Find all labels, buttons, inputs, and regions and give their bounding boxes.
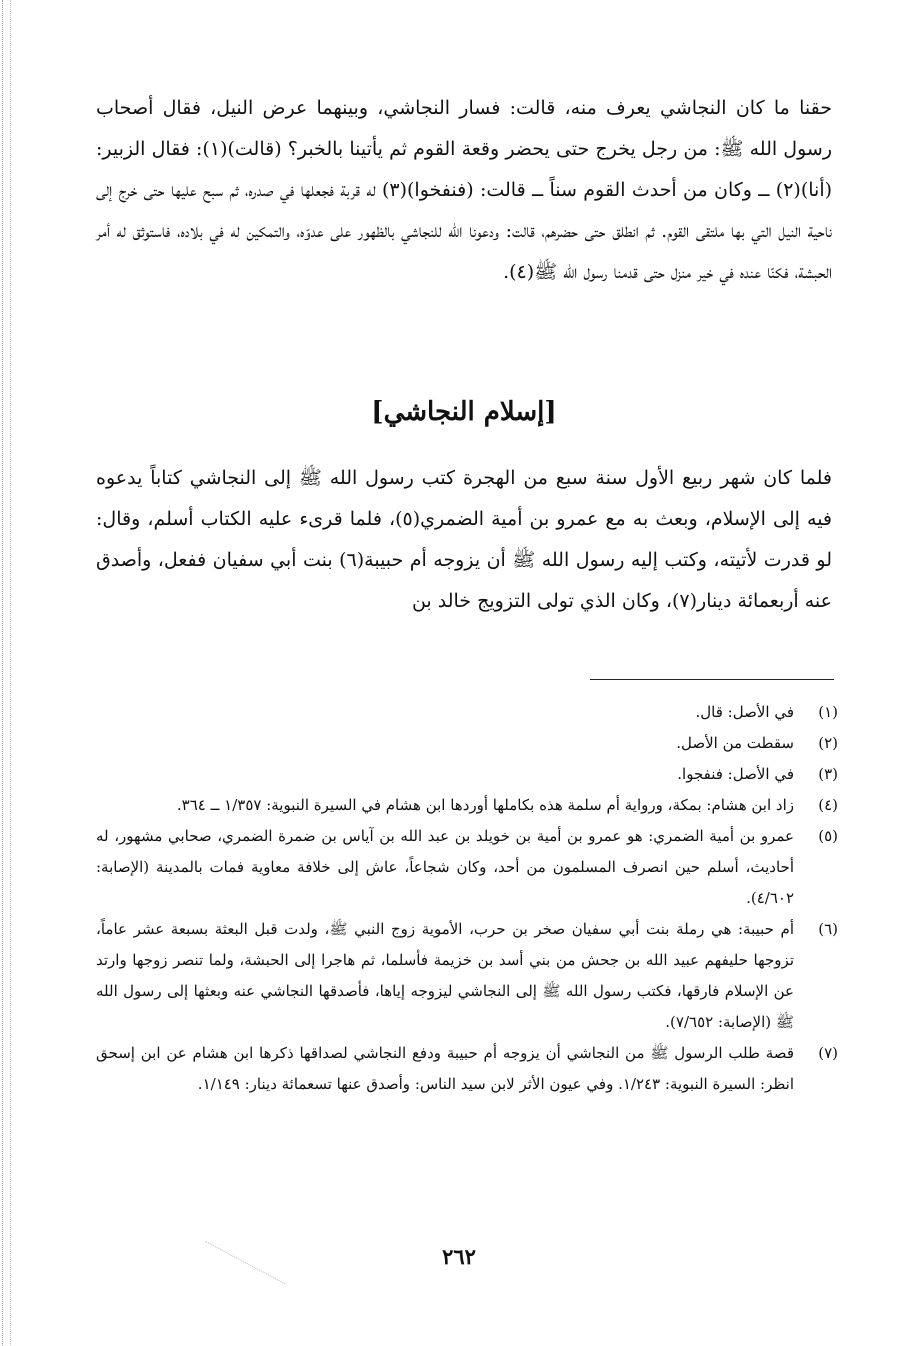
page-number: ٢٦٢ <box>442 1244 476 1269</box>
footnote-text: قصة طلب الرسول ﷺ من النجاشي أن يزوجه أم حبيبة ودفع النجاشي لصداقها ذكرها ابن هشام عن ابن إسحق انظر: السيرة النبوية: ١/٢٤٣. وفي عيون الأثر لابن سيد الناس: وأصدق عنها تسعمائة دينار: ١/١٤٩. <box>96 1044 794 1093</box>
footnote-number: (٦) <box>818 920 838 938</box>
footnote-6 <box>96 914 838 1038</box>
footnote-7 <box>96 1038 838 1100</box>
body-paragraph-1 <box>96 88 832 293</box>
scan-smudge <box>205 1241 285 1284</box>
paragraph-text-2: فلما كان شهر ربيع الأول سنة سبع من الهجرة كتب رسول الله ﷺ إلى النجاشي كتاباً يدعوه فيه إلى الإسلام، وبعث به مع عمرو بن أمية الضمري(٥)، فلما قرىء عليه الكتاب أسلم، وقال: لو قدرت لأتيته، وكتب إليه رسول الله ﷺ أن يزوجه أم حبيبة(٦) بنت أبي سفيان ففعل، وأصدق عنه أربعمائة دينار(٧)، وكان الذي تولى التزويج خالد بن <box>96 467 833 612</box>
footnote-5 <box>96 821 838 914</box>
footnote-number: (١) <box>818 703 838 721</box>
scan-edge-line <box>2 0 3 1346</box>
footnote-number: (٣) <box>818 765 838 783</box>
body-paragraph-2 <box>96 458 832 622</box>
footnote-4 <box>96 790 838 821</box>
footnote-text: سقطت من الأصل. <box>676 734 794 752</box>
footnote-3 <box>96 759 838 790</box>
footnote-text: أم حبيبة: هي رملة بنت أبي سفيان صخر بن حرب، الأموية زوج النبي ﷺ، ولدت قبل البعثة بسبعة عشر عاماً، تزوجها حليفهم عبيد الله بن جحش من بني أسد بن خزيمة فأسلما، ثم هاجرا إلى الحبشة، ولما تنصر زوجها وارتد عن الإسلام فارقها، فكتب رسول الله ﷺ إلى النجاشي ليزوجه إياها، فأصدقها النجاشي عنه وبعثها إلى رسول الله ﷺ (الإصابة: ٧/٦٥٢). <box>96 920 794 1031</box>
footnote-1 <box>96 697 838 728</box>
footnotes <box>96 697 838 1100</box>
footnote-2 <box>96 728 838 759</box>
footnote-number: (٧) <box>818 1044 838 1062</box>
footnote-separator <box>590 679 834 680</box>
footnote-text: في الأصل: فنفجوا. <box>677 765 794 783</box>
footnote-number: (٢) <box>818 734 838 752</box>
footnote-text: في الأصل: قال. <box>695 703 794 721</box>
footnote-number: (٤) <box>818 796 838 814</box>
footnote-text: عمرو بن أمية الضمري: هو عمرو بن أمية بن خويلد بن عبد الله بن آياس بن ضمرة الضمري، صحابي مشهور، له أحاديث، أسلم حين انصرف المسلمون من أحد، وكان شجاعاً، عاش إلى خلافة معاوية فمات بالمدينة (الإصابة: ٤/٦٠٢). <box>96 827 794 907</box>
scan-edge-line-inner <box>10 0 11 1346</box>
footnote-text: زاد ابن هشام: بمكة، ورواية أم سلمة هذه بكاملها أوردها ابن هشام في السيرة النبوية: ١/٣٥٧ ــ ٣٦٤. <box>176 796 794 814</box>
paragraph-text-1: حقنا ما كان النجاشي يعرف منه، قالت: فسار النجاشي، وبينهما عرض النيل، فقال أصحاب رسول الله ﷺ: من رجل يخرج حتى يحضر وقعة القوم ثم يأتينا بالخبر؟ (قالت)(١): فقال الزبير: (أنا)(٢) ــ وكان من أحدث القوم سناً ــ قالت: (فنفخوا)(٣) له قربة فجعلها في صدره، ثم سبح عليها حتى خرج إلى ناحية النيل التي بها ملتقى القوم. ثم انطلق حتى حضرهم، قالت: ودعونا الله للنجاشي بالظهور على عدوّه، والتمكين له في بلاده، فاستوثق له أمر الحبشة، فكنّا عنده في خير منزل حتى قدمنا رسول الله ﷺ(٤). <box>96 97 833 283</box>
footnote-number: (٥) <box>818 827 838 845</box>
section-title: [إسلام النجاشي] <box>371 397 557 427</box>
